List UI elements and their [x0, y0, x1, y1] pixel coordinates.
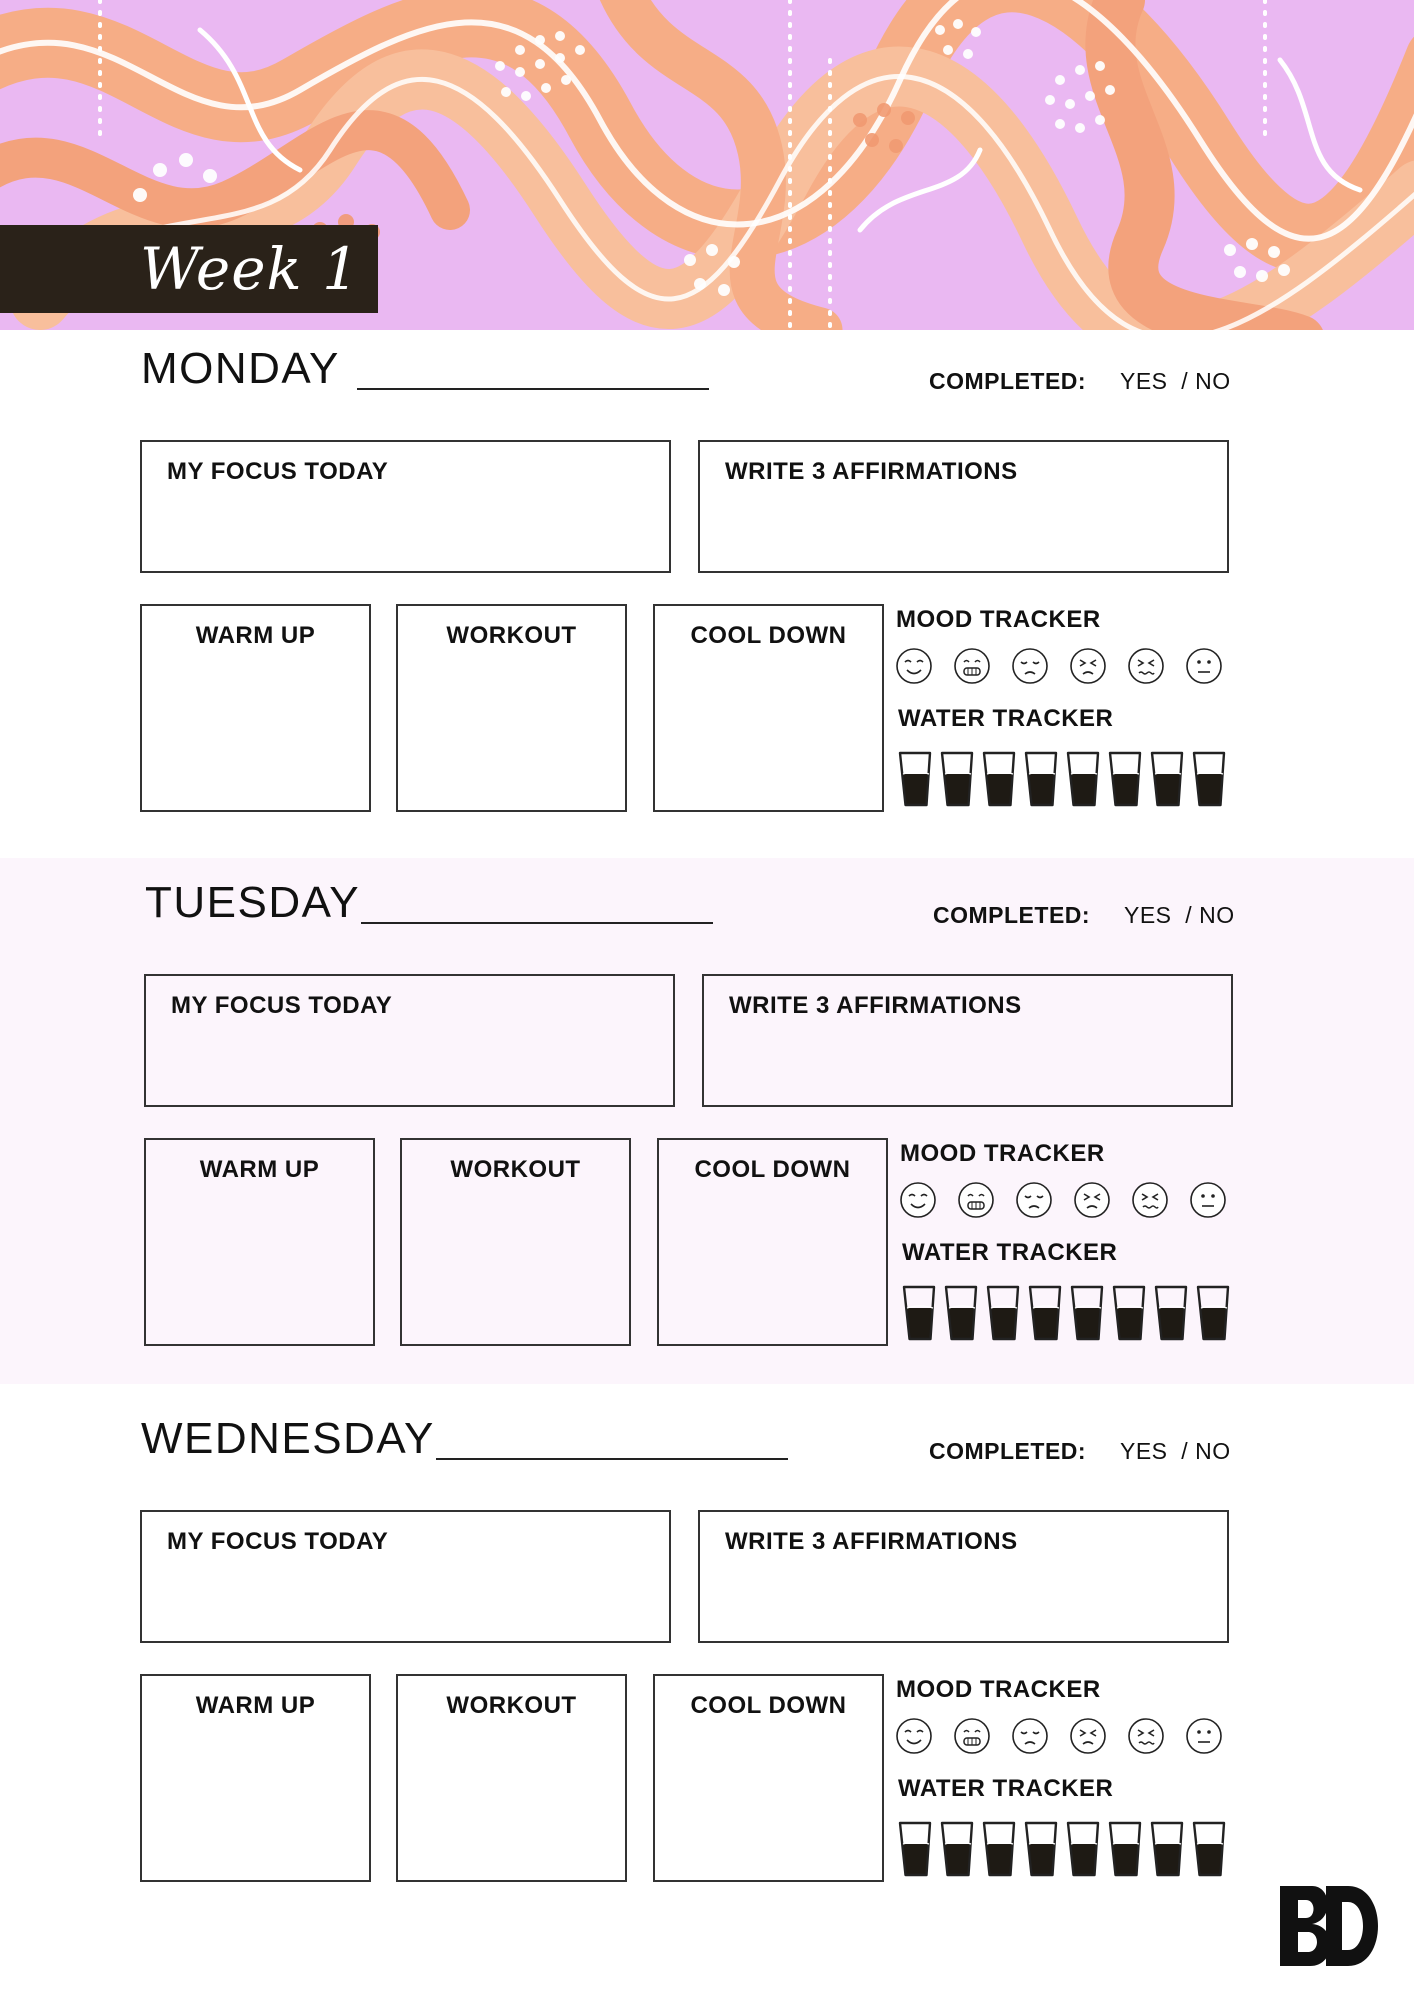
- water-glass-icon[interactable]: [1192, 750, 1226, 808]
- frustrated-face-icon[interactable]: [1069, 647, 1107, 685]
- water-glasses: [902, 1284, 1230, 1342]
- affirmations-label: WRITE 3 AFFIRMATIONS: [725, 458, 1018, 485]
- date-line[interactable]: [361, 922, 713, 924]
- water-glass-icon[interactable]: [1028, 1284, 1062, 1342]
- day-title: WEDNESDAY: [141, 1414, 435, 1463]
- frustrated-face-icon[interactable]: [1073, 1181, 1111, 1219]
- warmup-box[interactable]: [140, 1674, 371, 1882]
- day-title: TUESDAY: [145, 878, 361, 927]
- day-section-monday: [0, 330, 1414, 858]
- water-tracker-label: WATER TRACKER: [898, 705, 1114, 732]
- water-glass-icon[interactable]: [1024, 750, 1058, 808]
- water-glass-icon[interactable]: [1066, 750, 1100, 808]
- water-glass-icon[interactable]: [982, 1820, 1016, 1878]
- completed-label: COMPLETED:: [929, 1438, 1087, 1464]
- workout-label: WORKOUT: [450, 1156, 581, 1183]
- water-glasses: [898, 1820, 1226, 1878]
- focus-label: MY FOCUS TODAY: [167, 1528, 389, 1555]
- completed-yes-no[interactable]: YES / NO: [1120, 368, 1231, 394]
- mood-tracker-label: MOOD TRACKER: [896, 606, 1101, 633]
- affirmations-box[interactable]: [698, 1510, 1229, 1643]
- brand-logo-icon: [1272, 1880, 1388, 1972]
- warmup-label: WARM UP: [195, 1692, 316, 1719]
- water-tracker-label: WATER TRACKER: [898, 1775, 1114, 1802]
- water-glass-icon[interactable]: [1192, 1820, 1226, 1878]
- mood-faces: [899, 1181, 1227, 1219]
- completed-yes-no[interactable]: YES / NO: [1124, 902, 1235, 928]
- smiling-face-icon[interactable]: [899, 1181, 937, 1219]
- day-title: MONDAY: [141, 344, 340, 393]
- focus-label: MY FOCUS TODAY: [171, 992, 393, 1019]
- date-line[interactable]: [357, 388, 709, 390]
- day-section-tuesday: [0, 858, 1414, 1384]
- workout-label: WORKOUT: [446, 622, 577, 649]
- water-glass-icon[interactable]: [1108, 750, 1142, 808]
- water-glass-icon[interactable]: [944, 1284, 978, 1342]
- completed-label: COMPLETED:: [929, 368, 1087, 394]
- water-glass-icon[interactable]: [986, 1284, 1020, 1342]
- water-glass-icon[interactable]: [1108, 1820, 1142, 1878]
- water-glass-icon[interactable]: [1112, 1284, 1146, 1342]
- warmup-label: WARM UP: [199, 1156, 320, 1183]
- week-title: Week 1: [0, 225, 378, 313]
- smiling-face-icon[interactable]: [895, 1717, 933, 1755]
- water-glass-icon[interactable]: [982, 750, 1016, 808]
- affirmations-label: WRITE 3 AFFIRMATIONS: [729, 992, 1022, 1019]
- cooldown-label: COOL DOWN: [690, 1692, 847, 1719]
- focus-box[interactable]: [140, 440, 671, 573]
- cooldown-box[interactable]: [653, 1674, 884, 1882]
- mood-tracker-label: MOOD TRACKER: [896, 1676, 1101, 1703]
- water-glasses: [898, 750, 1226, 808]
- warmup-label: WARM UP: [195, 622, 316, 649]
- focus-box[interactable]: [144, 974, 675, 1107]
- affirmations-label: WRITE 3 AFFIRMATIONS: [725, 1528, 1018, 1555]
- water-glass-icon[interactable]: [940, 750, 974, 808]
- grinning-face-icon[interactable]: [957, 1181, 995, 1219]
- completed-label: COMPLETED:: [933, 902, 1091, 928]
- cooldown-box[interactable]: [657, 1138, 888, 1346]
- workout-label: WORKOUT: [446, 1692, 577, 1719]
- water-glass-icon[interactable]: [1150, 750, 1184, 808]
- water-glass-icon[interactable]: [902, 1284, 936, 1342]
- water-glass-icon[interactable]: [940, 1820, 974, 1878]
- frustrated-face-icon[interactable]: [1069, 1717, 1107, 1755]
- mood-faces: [895, 647, 1223, 685]
- sad-face-icon[interactable]: [1015, 1181, 1053, 1219]
- workout-box[interactable]: [396, 1674, 627, 1882]
- neutral-face-icon[interactable]: [1185, 647, 1223, 685]
- date-line[interactable]: [436, 1458, 788, 1460]
- tired-face-icon[interactable]: [1127, 647, 1165, 685]
- workout-box[interactable]: [396, 604, 627, 812]
- sad-face-icon[interactable]: [1011, 647, 1049, 685]
- completed-yes-no[interactable]: YES / NO: [1120, 1438, 1231, 1464]
- neutral-face-icon[interactable]: [1185, 1717, 1223, 1755]
- day-section-wednesday: [0, 1384, 1414, 1864]
- sad-face-icon[interactable]: [1011, 1717, 1049, 1755]
- workout-box[interactable]: [400, 1138, 631, 1346]
- water-glass-icon[interactable]: [1154, 1284, 1188, 1342]
- affirmations-box[interactable]: [698, 440, 1229, 573]
- affirmations-box[interactable]: [702, 974, 1233, 1107]
- water-glass-icon[interactable]: [1150, 1820, 1184, 1878]
- water-glass-icon[interactable]: [898, 750, 932, 808]
- warmup-box[interactable]: [144, 1138, 375, 1346]
- cooldown-box[interactable]: [653, 604, 884, 812]
- water-glass-icon[interactable]: [898, 1820, 932, 1878]
- smiling-face-icon[interactable]: [895, 647, 933, 685]
- water-tracker-label: WATER TRACKER: [902, 1239, 1118, 1266]
- mood-tracker-label: MOOD TRACKER: [900, 1140, 1105, 1167]
- tired-face-icon[interactable]: [1131, 1181, 1169, 1219]
- water-glass-icon[interactable]: [1196, 1284, 1230, 1342]
- grinning-face-icon[interactable]: [953, 1717, 991, 1755]
- water-glass-icon[interactable]: [1024, 1820, 1058, 1878]
- tired-face-icon[interactable]: [1127, 1717, 1165, 1755]
- mood-faces: [895, 1717, 1223, 1755]
- neutral-face-icon[interactable]: [1189, 1181, 1227, 1219]
- water-glass-icon[interactable]: [1070, 1284, 1104, 1342]
- warmup-box[interactable]: [140, 604, 371, 812]
- water-glass-icon[interactable]: [1066, 1820, 1100, 1878]
- focus-box[interactable]: [140, 1510, 671, 1643]
- cooldown-label: COOL DOWN: [690, 622, 847, 649]
- cooldown-label: COOL DOWN: [694, 1156, 851, 1183]
- focus-label: MY FOCUS TODAY: [167, 458, 389, 485]
- grinning-face-icon[interactable]: [953, 647, 991, 685]
